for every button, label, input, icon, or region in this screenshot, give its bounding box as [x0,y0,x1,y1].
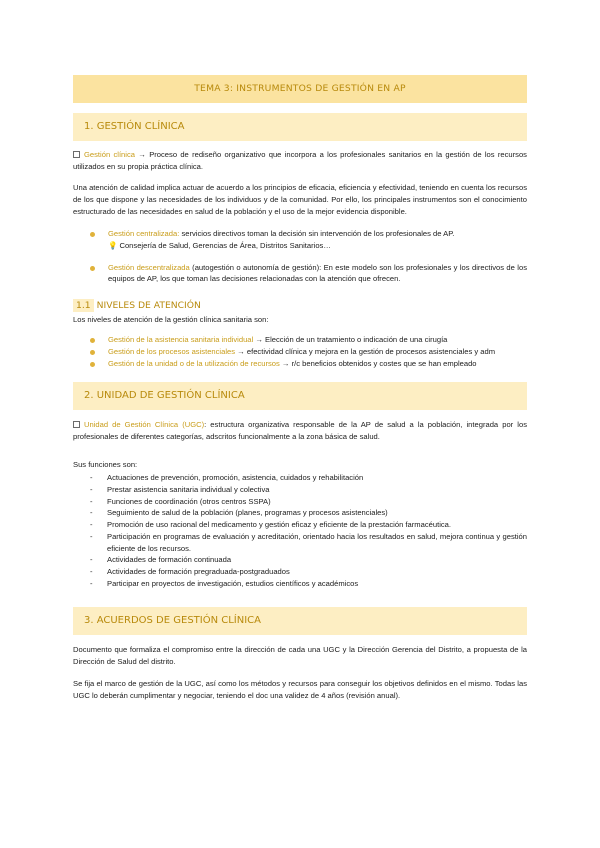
agreements-paragraph-1: Documento que formaliza el compromiso entre la dirección de cada una UGC y la Dirección Gerencia del Distrito, a propuesta de la Dirección de Salud del distrito. [73,645,527,666]
item-text: → efectividad clínica y mejora en la gestión de procesos asistenciales y adm [235,346,496,356]
list-item [73,334,527,346]
bullet-dot-icon [90,350,95,355]
item-term: Gestión descentralizada [108,262,190,272]
function-text: Actividades de formación pregraduada-postgraduados [107,567,290,577]
dash-marker: - [90,484,93,494]
arrow-glyph: → [138,150,146,159]
document-title: TEMA 3: INSTRUMENTOS DE GESTIÓN EN AP [194,82,406,94]
function-text: Prestar asistencia sanitaria individual y colectiva [107,484,270,494]
function-text: Actuaciones de prevención, promoción, asistencia, cuidados y rehabilitación [107,473,364,482]
section-2-heading: 2. UNIDAD DE GESTIÓN CLÍNICA [84,390,245,402]
checkbox-icon [73,421,80,428]
item-text: (autogestión o autonomía de gestión): En este modelo son los profesionales y los directivos de los equipos de AP, los que toman las decisiones relacionadas con la atención que ofrecen. [108,262,527,284]
function-text: Promoción de uso racional del medicamento y gestión eficaz y eficiente de la prestación farmacéutica. [107,520,452,530]
function-text: Participar en proyectos de investigación, estudios científicos y académicos [107,578,359,588]
item-term: Gestión de los procesos asistenciales [108,346,236,356]
function-text: Seguimiento de salud de la población (planes, programas y procesos asistenciales) [107,508,388,518]
ugc-definition [73,419,527,443]
function-item [73,531,527,555]
dash-marker: - [90,531,93,541]
item-term: Gestión de la asistencia sanitaria individual [108,335,254,344]
function-item [73,472,527,484]
bullet-dot-icon [90,232,95,237]
checkbox-icon [73,151,80,158]
section-3-heading-band [73,607,527,635]
subsection-intro: Los niveles de atención de la gestión clínica sanitaria son: [73,315,269,324]
gestion-clinica-definition [73,149,527,173]
functions-label: Sus funciones son: [73,460,138,469]
definition-term: Gestión clínica [84,150,135,159]
subsection-number: 1.1 [73,299,94,312]
dash-marker: - [90,496,93,506]
function-item [73,519,527,531]
function-item [73,507,527,519]
list-item [73,358,527,370]
dash-marker: - [90,578,93,588]
section-3-heading: 3. ACUERDOS DE GESTIÓN CLÍNICA [84,615,262,627]
subsection-title: NIVELES DE ATENCIÓN [96,300,201,311]
care-levels-list [73,334,527,369]
section-1-heading: 1. GESTIÓN CLÍNICA [84,121,185,133]
function-text: Participación en programas de evaluación y acreditación, orientado hacia los resultados en salud, mejora continua y gestión eficiente de los recursos. [107,531,527,553]
bullet-dot-icon [90,338,95,343]
function-text: Funciones de coordinación (otros centros SSPA) [107,496,271,506]
item-note: Consejería de Salud, Gerencias de Área, Distritos Sanitarios… [119,240,331,250]
management-types-list [73,228,527,285]
item-term: Gestión centralizada: [108,229,180,238]
document-title-band [73,75,527,103]
dash-marker: - [90,473,93,482]
item-text: servicios directivos toman la decisión sin intervención de los profesionales de AP. [179,229,455,238]
dash-marker: - [90,567,93,577]
functions-list [73,472,527,590]
agreements-paragraph-2: Se fija el marco de gestión de la UGC, así como los métodos y recursos para conseguir los objetivos definidos en el mismo. Todas las UGC lo deberán cumplimentar y negociar, teniendo el doc una validez de 4 años (revisión anual). [73,679,527,700]
section-1-heading-band [73,113,527,141]
dash-marker: - [90,520,93,530]
list-item [73,228,527,252]
definition-text: : estructura organizativa responsable de la AP de salud a la población, integrada por los profesionales de diferentes categorías, adscritos funcionalmente a la zona básica de salud. [73,420,527,441]
subsection-1-1-heading [73,299,527,314]
item-term: Gestión de la unidad o de la utilización de recursos [108,358,280,368]
function-text: Actividades de formación continuada [107,555,232,565]
bullet-dot-icon [90,266,95,271]
dash-marker: - [90,555,93,565]
function-item [73,484,527,496]
function-item [73,554,527,566]
function-item [73,578,527,590]
list-item [73,262,527,286]
dash-marker: - [90,508,93,518]
function-item [73,566,527,578]
item-text: → r/c beneficios obtenidos y costes que se han empleado [279,358,477,368]
section-2-heading-band [73,382,527,410]
definition-term: Unidad de Gestión Clínica (UGC) [84,420,205,429]
function-item [73,496,527,508]
item-text: → Elección de un tratamiento o indicación de una cirugía [253,335,448,344]
list-item [73,346,527,358]
quality-paragraph: Una atención de calidad implica actuar de acuerdo a los principios de eficacia, eficiencia y efectividad, teniendo en cuenta los recursos de los que dispone y las necesidades de los individuos y de la comunidad. Por ello, los principales instrumentos son el conocimiento estructurado de las necesidades en salud de la población y el uso de la mejor evidencia disponible. [73,183,527,216]
definition-text: Proceso de rediseño organizativo que incorpora a los profesionales sanitarios en la gestión de los recursos utilizados en su propia práctica clínica. [73,150,527,171]
bullet-dot-icon [90,362,95,367]
lightbulb-icon: 💡 [108,240,118,250]
